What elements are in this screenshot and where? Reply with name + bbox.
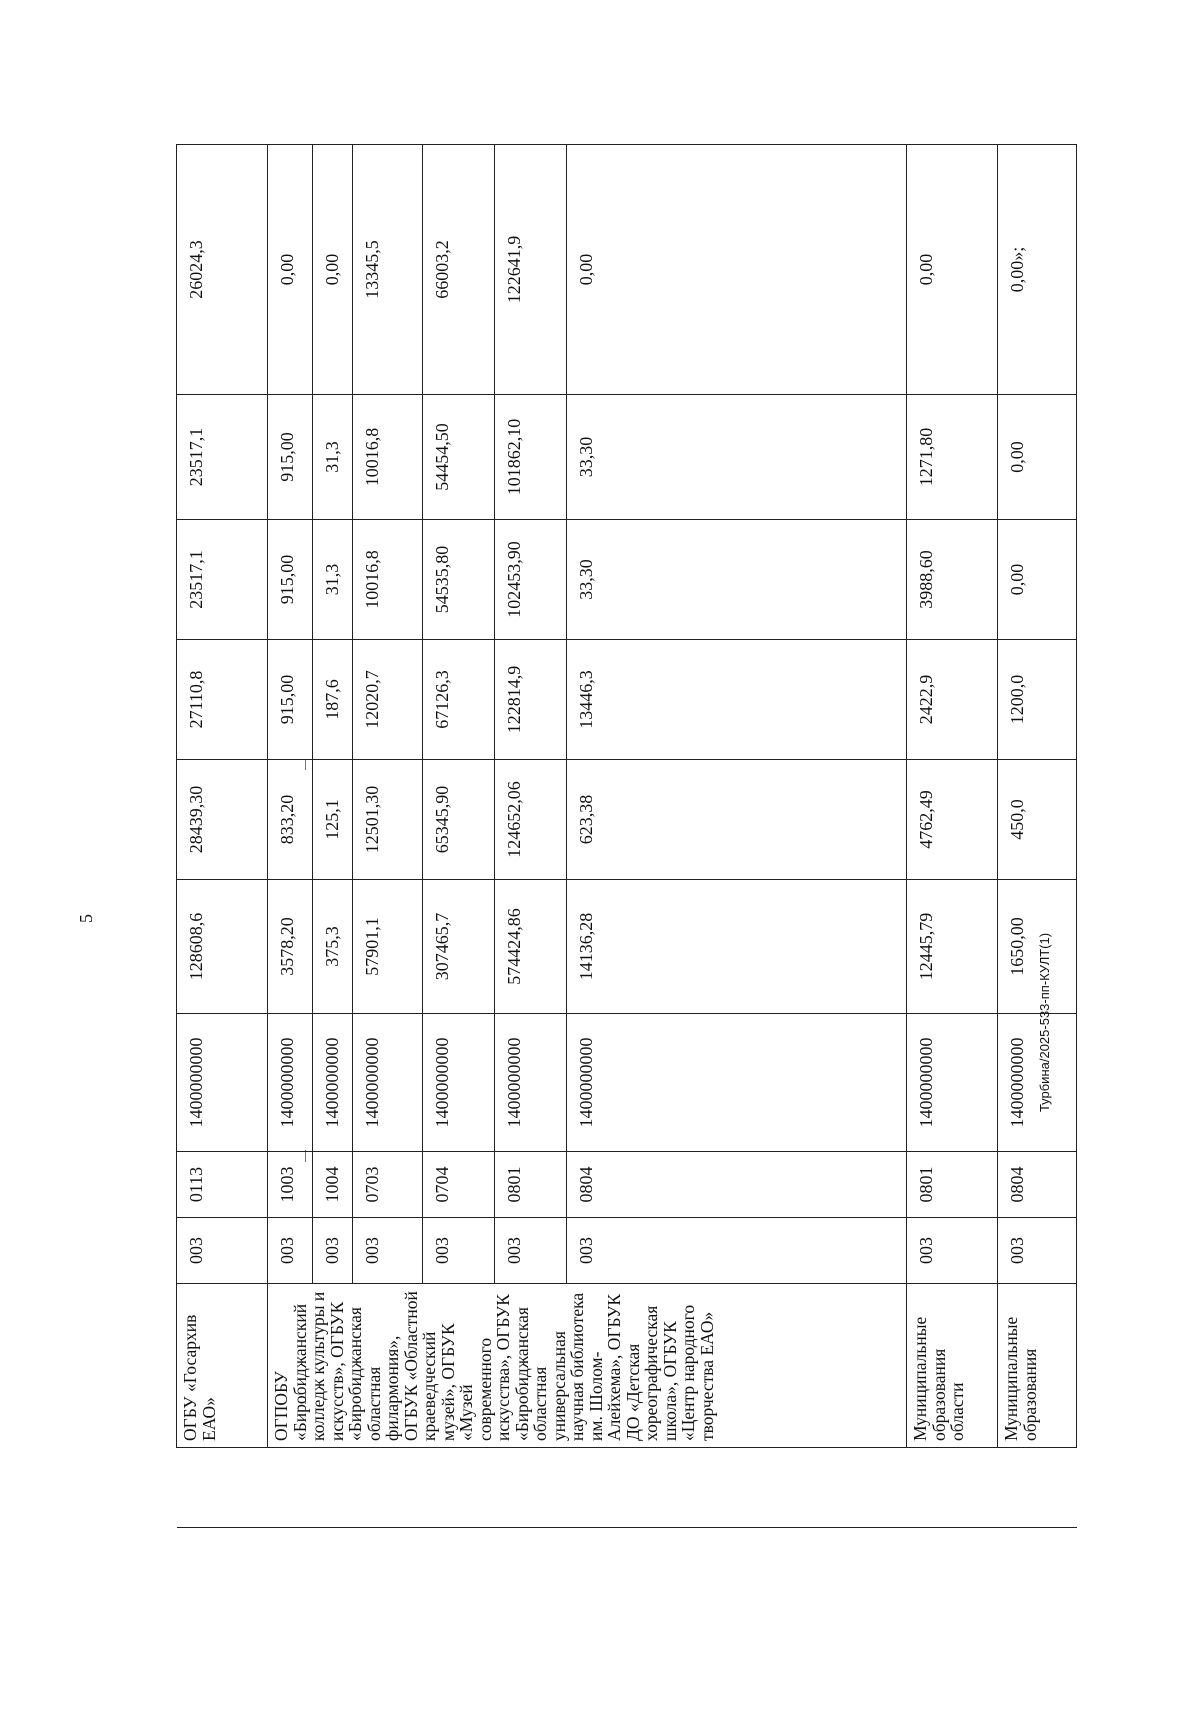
cell-value: 66003,2 xyxy=(423,145,495,395)
cell-value: 0,00 xyxy=(567,145,907,395)
cell-value: 33,30 xyxy=(567,395,907,520)
cell-grbs: 003 xyxy=(495,1218,567,1284)
cell-value: 101862,10 xyxy=(495,395,567,520)
cell-value: 28439,30 xyxy=(177,760,268,880)
table-row xyxy=(907,145,998,1528)
cell-value: 3578,20 xyxy=(268,880,313,1014)
cell-csr: 1400000000 xyxy=(268,1014,313,1152)
table-row xyxy=(268,145,313,1528)
document-stamp: Турбина/2025-533-пп-КУЛТ(1) xyxy=(1037,932,1053,1113)
cell-value: 0,00»; xyxy=(998,145,1077,395)
cell-value: 12020,7 xyxy=(353,640,423,760)
cell-csr: 1400000000 xyxy=(177,1014,268,1152)
table-row xyxy=(998,145,1077,1528)
cell-value: 2422,9 xyxy=(907,640,998,760)
cell-csr: 1400000000 xyxy=(423,1014,495,1152)
cell-rzpr: 0704 xyxy=(423,1152,495,1218)
cell-grbs: 003 xyxy=(998,1218,1077,1284)
cell-value: 0,00 xyxy=(907,145,998,395)
cell-value: 915,00 xyxy=(268,520,313,640)
cell-value: 65345,90 xyxy=(423,760,495,880)
cell-csr: 1400000000 xyxy=(907,1014,998,1152)
cell-value: 31,3 xyxy=(313,395,353,520)
page-number: 5 xyxy=(76,914,96,923)
cell-value: 67126,3 xyxy=(423,640,495,760)
cell-value: 12445,79 xyxy=(907,880,998,1014)
cell-rzpr: 1003 xyxy=(268,1152,313,1218)
cell-rzpr: 0804 xyxy=(567,1152,907,1218)
cell-value: 10016,8 xyxy=(353,520,423,640)
cell-value: 0,00 xyxy=(998,520,1077,640)
cell-name: Муниципальные образования области xyxy=(907,1284,998,1448)
cell-value: 1271,80 xyxy=(907,395,998,520)
cell-grbs: 003 xyxy=(177,1218,268,1284)
cell-grbs: 003 xyxy=(907,1218,998,1284)
cell-value: 915,00 xyxy=(268,395,313,520)
cell-value: 54535,80 xyxy=(423,520,495,640)
cell-value: 915,00 xyxy=(268,640,313,760)
cell-value: 623,38 xyxy=(567,760,907,880)
cell-value: 13345,5 xyxy=(353,145,423,395)
cell-value: 54454,50 xyxy=(423,395,495,520)
cell-value: 4762,49 xyxy=(907,760,998,880)
cell-value: 128608,6 xyxy=(177,880,268,1014)
budget-table xyxy=(176,144,1077,1528)
empty-cell xyxy=(177,1448,1077,1528)
cell-value: 23517,1 xyxy=(177,520,268,640)
cell-value: 1650,00 xyxy=(998,880,1077,1014)
cell-value: 124652,06 xyxy=(495,760,567,880)
cell-value: 31,3 xyxy=(313,520,353,640)
cell-value: 57901,1 xyxy=(353,880,423,1014)
cell-name: ОГПОБУ «Биробиджанский колледж культуры и искусств», ОГБУК «Биробиджанская областная филармония», ОГБУК «Областной краеведческий музей», ОГБУК «Музей современного искусства», ОГБУК «Биробиджанская областная универсальная научная библиотека им. Шолом-Алейхема», ОГБУК ДО «Детская хореографическая школа», ОГБУК «Центр народного творчества ЕАО» xyxy=(268,1284,907,1448)
cell-rzpr: 0804 xyxy=(998,1152,1077,1218)
cell-grbs: 003 xyxy=(268,1218,313,1284)
cell-value: 125,1 xyxy=(313,760,353,880)
cell-value: 10016,8 xyxy=(353,395,423,520)
cell-grbs: 003 xyxy=(313,1218,353,1284)
cell-value: 102453,90 xyxy=(495,520,567,640)
cell-rzpr: 0801 xyxy=(495,1152,567,1218)
cell-csr: 1400000000 xyxy=(353,1014,423,1152)
cell-value: 14136,28 xyxy=(567,880,907,1014)
cell-csr: 1400000000 xyxy=(495,1014,567,1152)
cell-value: 122814,9 xyxy=(495,640,567,760)
cell-csr: 1400000000 xyxy=(567,1014,907,1152)
cell-value: 450,0 xyxy=(998,760,1077,880)
cell-value: 0,00 xyxy=(268,145,313,395)
table-row xyxy=(177,145,268,1528)
cell-value: 33,30 xyxy=(567,520,907,640)
cell-name: ОГБУ «Госархив ЕАО» xyxy=(177,1284,268,1448)
cell-value: 122641,9 xyxy=(495,145,567,395)
cell-rzpr: 0113 xyxy=(177,1152,268,1218)
cell-value: 375,3 xyxy=(313,880,353,1014)
cell-value: 13446,3 xyxy=(567,640,907,760)
cell-value: 833,20 xyxy=(268,760,313,880)
cell-csr: 1400000000 xyxy=(313,1014,353,1152)
cell-rzpr: 1004 xyxy=(313,1152,353,1218)
cell-value: 12501,30 xyxy=(353,760,423,880)
cell-value: 574424,86 xyxy=(495,880,567,1014)
cell-value: 26024,3 xyxy=(177,145,268,395)
cell-name: Муниципальные образования xyxy=(998,1284,1077,1448)
cell-value: 307465,7 xyxy=(423,880,495,1014)
cell-rzpr: 0801 xyxy=(907,1152,998,1218)
cell-grbs: 003 xyxy=(353,1218,423,1284)
cell-value: 27110,8 xyxy=(177,640,268,760)
cell-value: 1200,0 xyxy=(998,640,1077,760)
cell-value: 0,00 xyxy=(313,145,353,395)
cell-grbs: 003 xyxy=(423,1218,495,1284)
cell-csr: 1400000000 xyxy=(998,1014,1077,1152)
cell-value: 23517,1 xyxy=(177,395,268,520)
cell-value: 187,6 xyxy=(313,640,353,760)
cell-rzpr: 0703 xyxy=(353,1152,423,1218)
cell-value: 0,00 xyxy=(998,395,1077,520)
budget-table-container xyxy=(176,145,1076,1528)
cell-value: 3988,60 xyxy=(907,520,998,640)
cell-grbs: 003 xyxy=(567,1218,907,1284)
